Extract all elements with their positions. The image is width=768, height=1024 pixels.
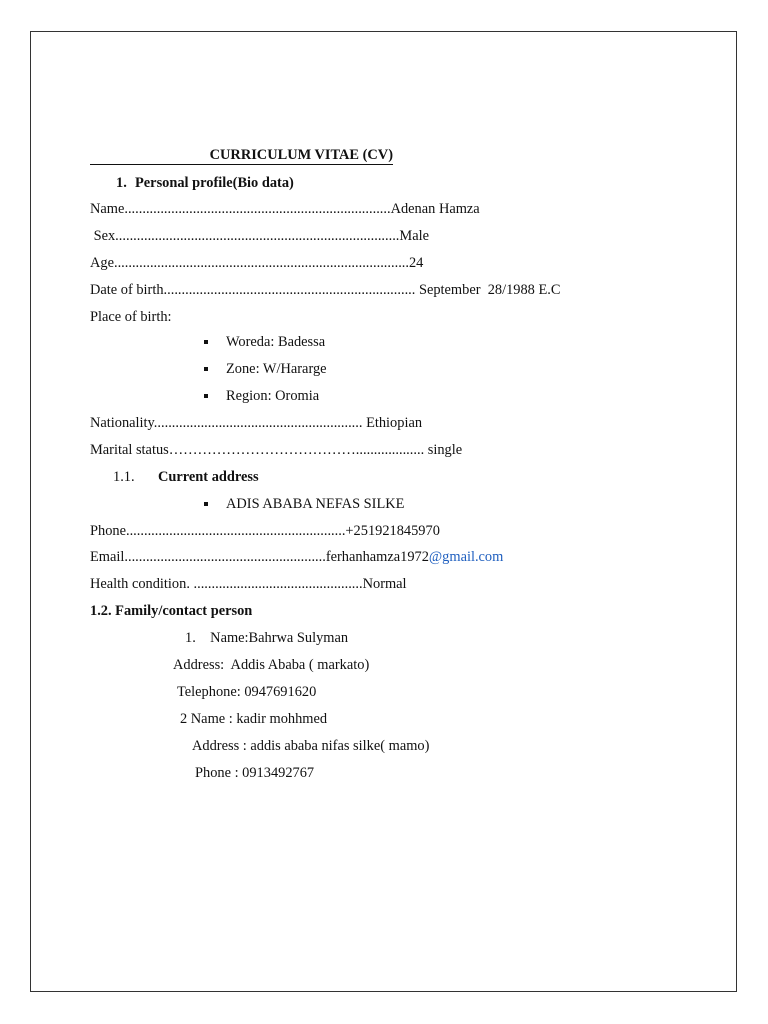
contact2-address: Address : addis ababa nifas silke( mamo) — [192, 738, 430, 754]
sex-row: Sex...............................................................................Male — [90, 228, 429, 244]
section1-number: 1. — [116, 175, 127, 191]
email-link[interactable]: @gmail.com — [428, 549, 504, 565]
pob-region: Region: Oromia — [226, 388, 320, 404]
contact1-name: 1. Name:Bahrwa Sulyman — [185, 630, 349, 646]
name-row: Name..........................................................................Adenan Hamza — [90, 201, 480, 217]
section1-heading: Personal profile(Bio data) — [135, 175, 294, 191]
nationality-row: Nationality.......................................................... Ethiopian — [90, 415, 423, 431]
subsection-1-1-heading: Current address — [158, 469, 259, 485]
dob-row: Date of birth...................................................................... September 28/1988 E.C — [90, 282, 561, 298]
bullet-icon — [204, 502, 208, 506]
bullet-icon — [204, 340, 208, 344]
marital-row: Marital status…………………………………................... single — [90, 442, 463, 458]
cv-title: CURRICULUM VITAE (CV) — [90, 146, 393, 165]
contact1-address: Address: Addis Ababa ( markato) — [173, 657, 370, 673]
health-row: Health condition. ...............................................Normal — [90, 576, 407, 592]
phone-row: Phone.............................................................+251921845970 — [90, 523, 440, 539]
bullet-icon — [204, 394, 208, 398]
subsection-1-1-number: 1.1. — [113, 469, 135, 485]
pob-label: Place of birth: — [90, 309, 172, 325]
contact1-phone: Telephone: 0947691620 — [177, 684, 317, 700]
contact2-name: 2 Name : kadir mohhmed — [180, 711, 328, 727]
pob-zone: Zone: W/Hararge — [226, 361, 327, 377]
age-row: Age..................................................................................24 — [90, 255, 424, 271]
email-row — [90, 548, 503, 566]
current-address: ADIS ABABA NEFAS SILKE — [226, 496, 405, 512]
pob-woreda: Woreda: Badessa — [226, 334, 326, 350]
bullet-icon — [204, 367, 208, 371]
contact2-phone: Phone : 0913492767 — [195, 765, 315, 781]
email-prefix: Email........................................................ferhanhamza1972 — [90, 549, 429, 565]
subsection-1-2-heading: 1.2. Family/contact person — [90, 603, 253, 619]
